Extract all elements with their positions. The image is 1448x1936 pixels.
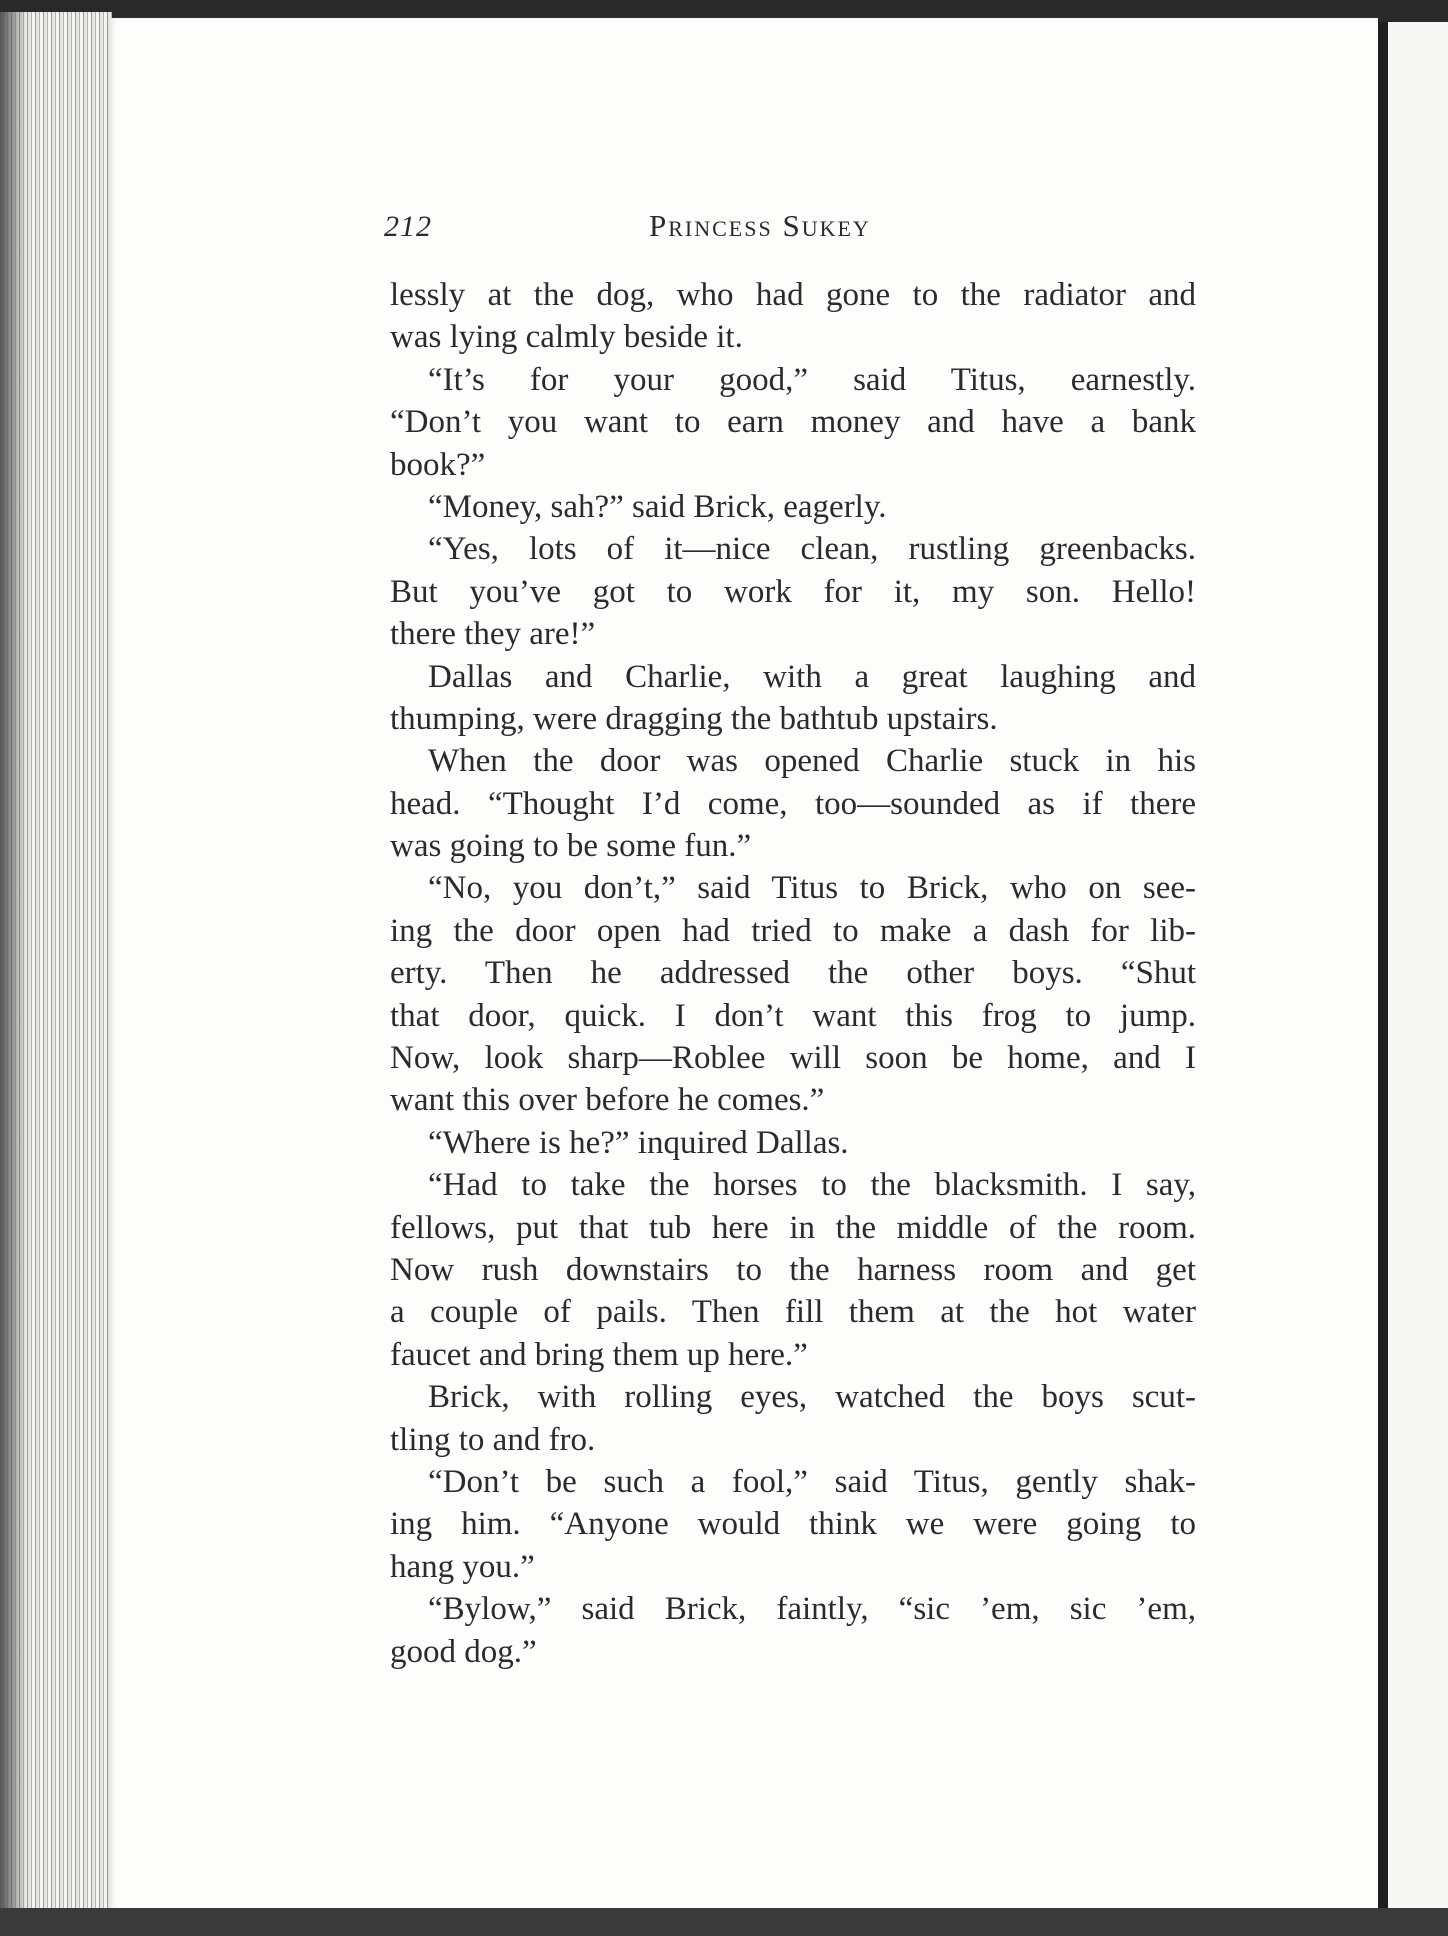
text-line: was lying calmly beside it.: [390, 319, 743, 356]
text-line: that door, quick. I don’t want this frog to jump.: [390, 997, 1196, 1034]
text-line: fellows, put that tub here in the middle of the room.: [390, 1209, 1196, 1246]
text-line: Now rush downstairs to the harness room and get: [390, 1251, 1196, 1288]
text-line: ing him. “Anyone would think we were going to: [390, 1506, 1196, 1543]
body-text: [390, 274, 1196, 1673]
text-line: Now, look sharp—Roblee will soon be home, and I: [390, 1040, 1196, 1077]
text-line: “It’s for your good,” said Titus, earnestly.: [428, 361, 1196, 398]
book-edge-shadow: [0, 12, 28, 1936]
text-line: “Yes, lots of it—nice clean, rustling greenbacks.: [428, 531, 1196, 568]
text-line: Dallas and Charlie, with a great laughing and: [428, 658, 1196, 695]
text-line: was going to be some fun.”: [390, 828, 752, 865]
text-line: Brick, with rolling eyes, watched the boys scut-: [428, 1379, 1196, 1416]
page-number: 212: [384, 210, 432, 243]
scan-bottom-edge: [0, 1908, 1448, 1936]
text-line: want this over before he comes.”: [390, 1082, 825, 1119]
text-line: a couple of pails. Then fill them at the hot water: [390, 1294, 1196, 1331]
text-line: But you’ve got to work for it, my son. Hello!: [390, 573, 1196, 610]
text-line: “Don’t you want to earn money and have a bank: [390, 404, 1196, 441]
running-title: Princess Sukey: [649, 208, 871, 243]
text-line: “Don’t be such a fool,” said Titus, gently shak-: [428, 1463, 1196, 1500]
text-line: head. “Thought I’d come, too—sounded as if there: [390, 785, 1196, 822]
text-line: tling to and fro.: [390, 1421, 596, 1458]
facing-page-edge: [1378, 22, 1448, 1936]
text-line: “Had to take the horses to the blacksmith. I say,: [428, 1167, 1196, 1204]
text-line: erty. Then he addressed the other boys. “Shut: [390, 955, 1196, 992]
text-line: faucet and bring them up here.”: [390, 1336, 808, 1373]
text-line: good dog.”: [390, 1633, 537, 1670]
book-gutter: [1378, 22, 1388, 1936]
page-header: [384, 210, 1204, 250]
text-line: there they are!”: [390, 616, 596, 653]
text-line: “Money, sah?” said Brick, eagerly.: [428, 488, 887, 525]
text-line: book?”: [390, 446, 486, 483]
text-line: “Bylow,” said Brick, faintly, “sic ’em, sic ’em,: [428, 1591, 1196, 1628]
text-line: hang you.”: [390, 1548, 535, 1585]
text-line: “Where is he?” inquired Dallas.: [428, 1124, 849, 1161]
text-line: thumping, were dragging the bathtub upstairs.: [390, 700, 998, 737]
text-line: ing the door open had tried to make a dash for lib-: [390, 912, 1196, 949]
text-line: “No, you don’t,” said Titus to Brick, who on see-: [428, 870, 1196, 907]
text-line: When the door was opened Charlie stuck in his: [428, 743, 1196, 780]
text-line: lessly at the dog, who had gone to the radiator and: [390, 277, 1196, 313]
